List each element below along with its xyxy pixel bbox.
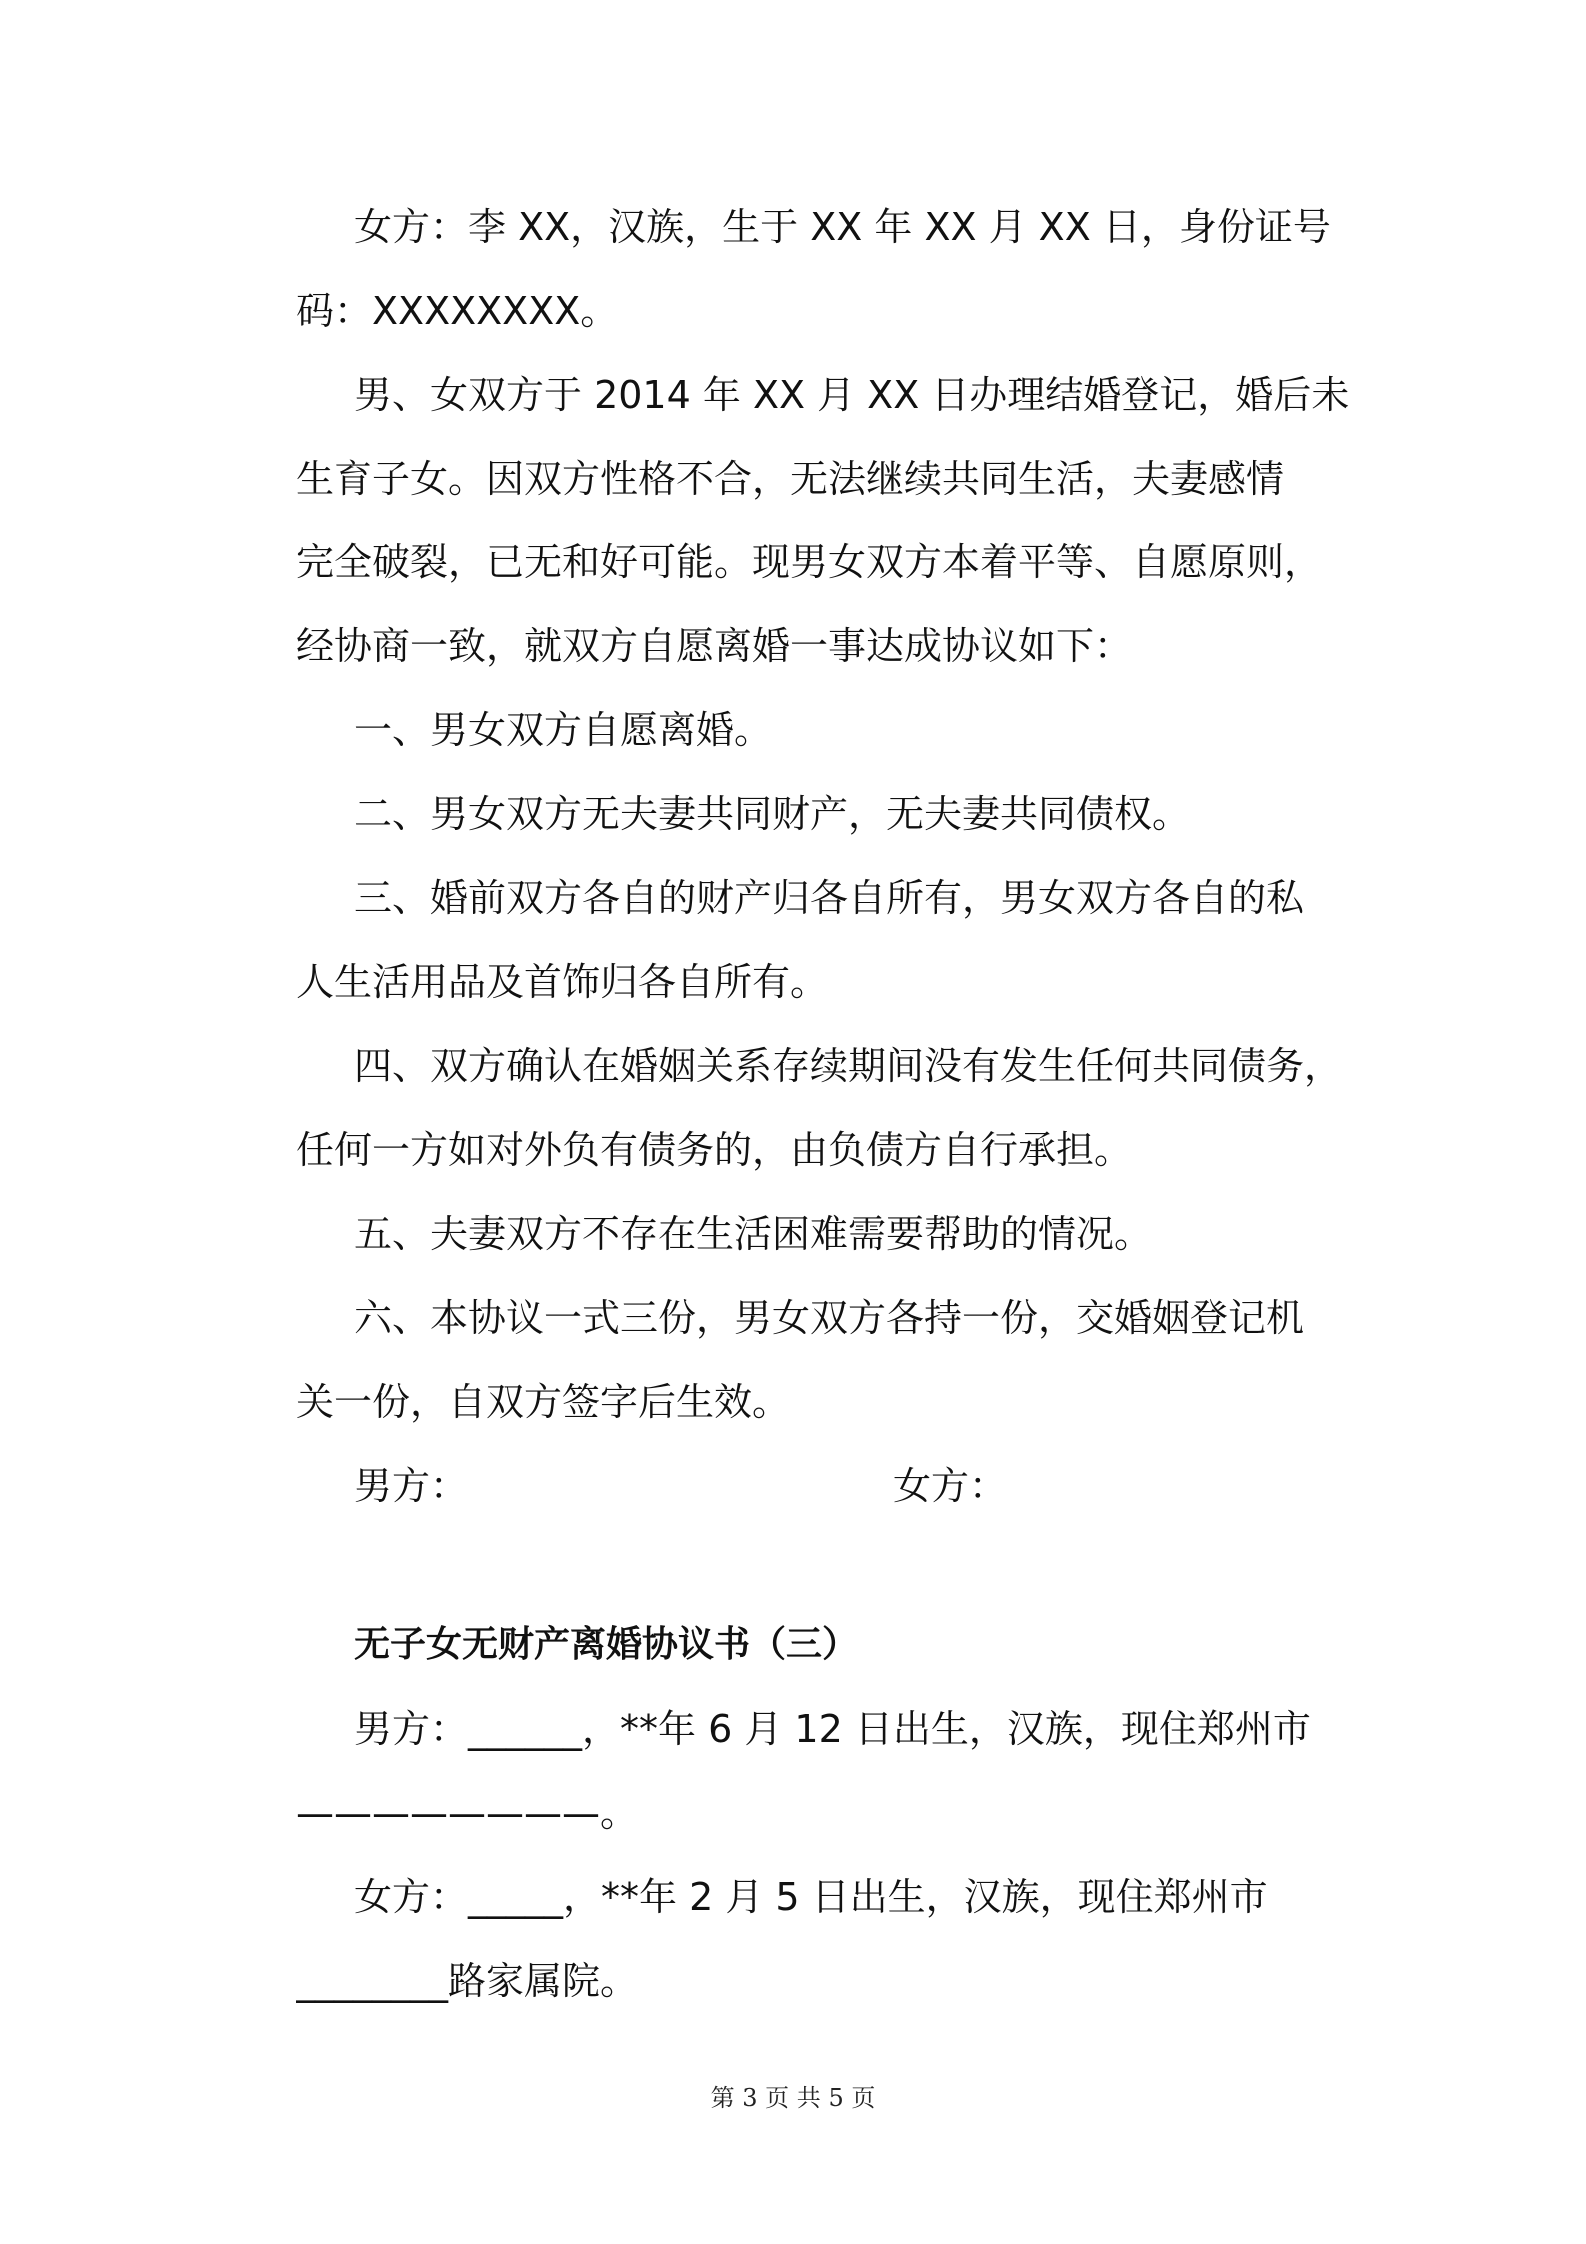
female-signature-label: 女方：: [893, 1464, 1008, 1508]
clause-line: 关一份，自双方签字后生效。: [296, 1380, 791, 1424]
paragraph-line: 女方：李 XX，汉族，生于 XX 年 XX 月 XX 日，身份证号: [354, 205, 1331, 249]
section-line: ________路家属院。: [296, 1959, 639, 2003]
clause-line: 一、男女双方自愿离婚。: [354, 708, 773, 752]
paragraph-line: 码：XXXXXXXX。: [296, 289, 619, 333]
paragraph-line: 经协商一致，就双方自愿离婚一事达成协议如下：: [296, 624, 1133, 668]
section-title: 无子女无财产离婚协议书（三）: [354, 1624, 859, 1665]
section-line: ————————。: [296, 1791, 639, 1835]
paragraph-line: 男、女双方于 2014 年 XX 月 XX 日办理结婚登记，婚后未: [354, 373, 1350, 417]
paragraph-line: 完全破裂，已无和好可能。现男女双方本着平等、自愿原则，: [296, 540, 1323, 584]
clause-line: 人生活用品及首饰归各自所有。: [296, 960, 829, 1004]
clause-line: 任何一方如对外负有债务的，由负债方自行承担。: [296, 1128, 1133, 1172]
clause-line: 四、双方确认在婚姻关系存续期间没有发生任何共同债务，: [354, 1044, 1343, 1088]
clause-line: 三、婚前双方各自的财产归各自所有，男女双方各自的私: [354, 876, 1305, 920]
clause-line: 五、夫妻双方不存在生活困难需要帮助的情况。: [354, 1212, 1153, 1256]
paragraph-line: 生育子女。因双方性格不合，无法继续共同生活，夫妻感情: [296, 457, 1285, 501]
clause-line: 二、男女双方无夫妻共同财产，无夫妻共同债权。: [354, 792, 1191, 836]
clause-line: 六、本协议一式三份，男女双方各持一份，交婚姻登记机: [354, 1296, 1305, 1340]
section-line: 男方：______，**年 6 月 12 日出生，汉族，现住郑州市: [354, 1707, 1311, 1751]
male-signature-label: 男方：: [354, 1464, 469, 1508]
page-number-footer: 第 3 页 共 5 页: [710, 2084, 876, 2112]
section-line: 女方：_____，**年 2 月 5 日出生，汉族，现住郑州市: [354, 1875, 1268, 1919]
